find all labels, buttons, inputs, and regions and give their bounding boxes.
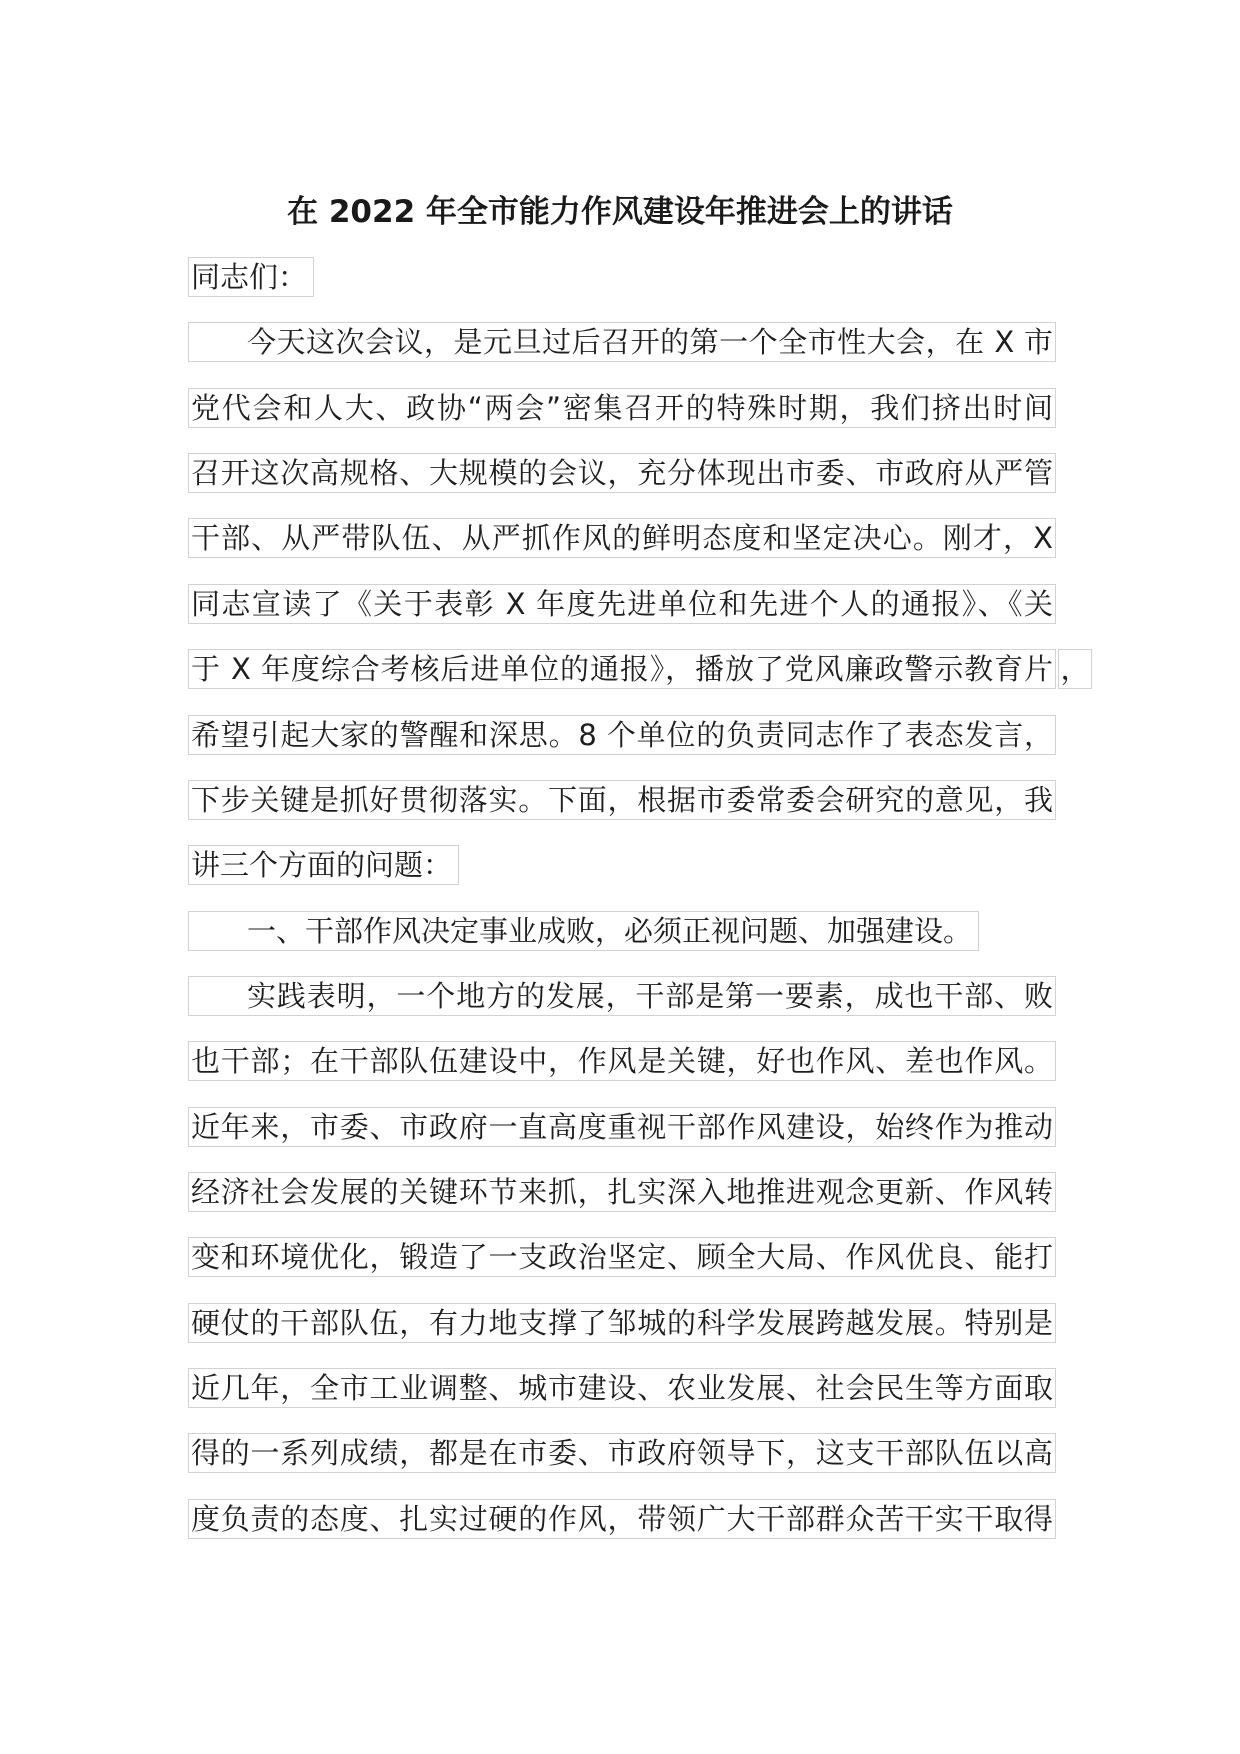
document-body: [188, 257, 1128, 1564]
line-text: 变和环境优化，锻造了一支政治坚定、顾全大局、作风优良、能打: [188, 1237, 1056, 1277]
line-text: 党代会和人大、政协“两会”密集召开的特殊时期，我们挤出时间: [188, 388, 1056, 428]
line-text: 硬仗的干部队伍，有力地支撑了邹城的科学发展跨越发展。特别是: [188, 1303, 1056, 1343]
line-text: 得的一系列成绩，都是在市委、市政府领导下，这支干部队伍以高: [188, 1433, 1056, 1473]
text-line: [188, 1368, 1128, 1433]
paragraph-body: [188, 976, 1128, 1564]
text-line: [188, 322, 1128, 387]
line-text: 经济社会发展的关键环节来抓，扎实深入地推进观念更新、作风转: [188, 1172, 1056, 1212]
text-line: [188, 911, 1128, 976]
line-text: 今天这次会议，是元旦过后召开的第一个全市性大会，在 X 市: [188, 322, 1056, 362]
line-text: 实践表明，一个地方的发展，干部是第一要素，成也干部、败: [188, 976, 1056, 1016]
text-line: [188, 780, 1128, 845]
line-text: 于 X 年度综合考核后进单位的通报》，播放了党风廉政警示教育片: [188, 649, 1056, 689]
text-line: [188, 453, 1128, 518]
hanging-punctuation: ，: [1058, 649, 1092, 689]
line-text: 近年来，市委、市政府一直高度重视干部作风建设，始终作为推动: [188, 1107, 1056, 1147]
text-line: [188, 1237, 1128, 1302]
line-text: 干部、从严带队伍、从严抓作风的鲜明态度和坚定决心。刚才，X: [188, 518, 1056, 558]
text-line: [188, 584, 1128, 649]
line-text: 近几年，全市工业调整、城市建设、农业发展、社会民生等方面取: [188, 1368, 1056, 1408]
text-line: [188, 1041, 1128, 1106]
line-text: 也干部；在干部队伍建设中，作风是关键，好也作风、差也作风。: [188, 1041, 1056, 1081]
text-line: [188, 1107, 1128, 1172]
document-title: 在 2022 年全市能力作风建设年推进会上的讲话: [287, 194, 953, 230]
line-text: 同志宣读了《关于表彰 X 年度先进单位和先进个人的通报》、《关: [188, 584, 1056, 624]
line-text: 讲三个方面的问题：: [188, 845, 459, 885]
paragraph-salutation: [188, 257, 1128, 322]
line-text: 度负责的态度、扎实过硬的作风，带领广大干部群众苦干实干取得: [188, 1499, 1056, 1539]
line-text: 同志们：: [188, 257, 314, 297]
section-heading: [188, 911, 1128, 976]
text-line: [188, 649, 1128, 714]
text-line: [188, 518, 1128, 583]
text-line: [188, 257, 1128, 322]
line-text: 下步关键是抓好贯彻落实。下面，根据市委常委会研究的意见，我: [188, 780, 1056, 820]
line-text: 召开这次高规格、大规模的会议，充分体现出市委、市政府从严管: [188, 453, 1056, 493]
line-text: 希望引起大家的警醒和深思。8 个单位的负责同志作了表态发言，: [188, 715, 1056, 755]
text-line: [188, 1172, 1128, 1237]
line-text: 一、干部作风决定事业成败，必须正视问题、加强建设。: [188, 911, 979, 951]
text-line: [188, 715, 1128, 780]
text-line: [188, 845, 1128, 910]
text-line: [188, 388, 1128, 453]
paragraph-opening: [188, 322, 1128, 910]
text-line: [188, 976, 1128, 1041]
text-line: [188, 1433, 1128, 1498]
text-line: [188, 1499, 1128, 1564]
text-line: [188, 1303, 1128, 1368]
